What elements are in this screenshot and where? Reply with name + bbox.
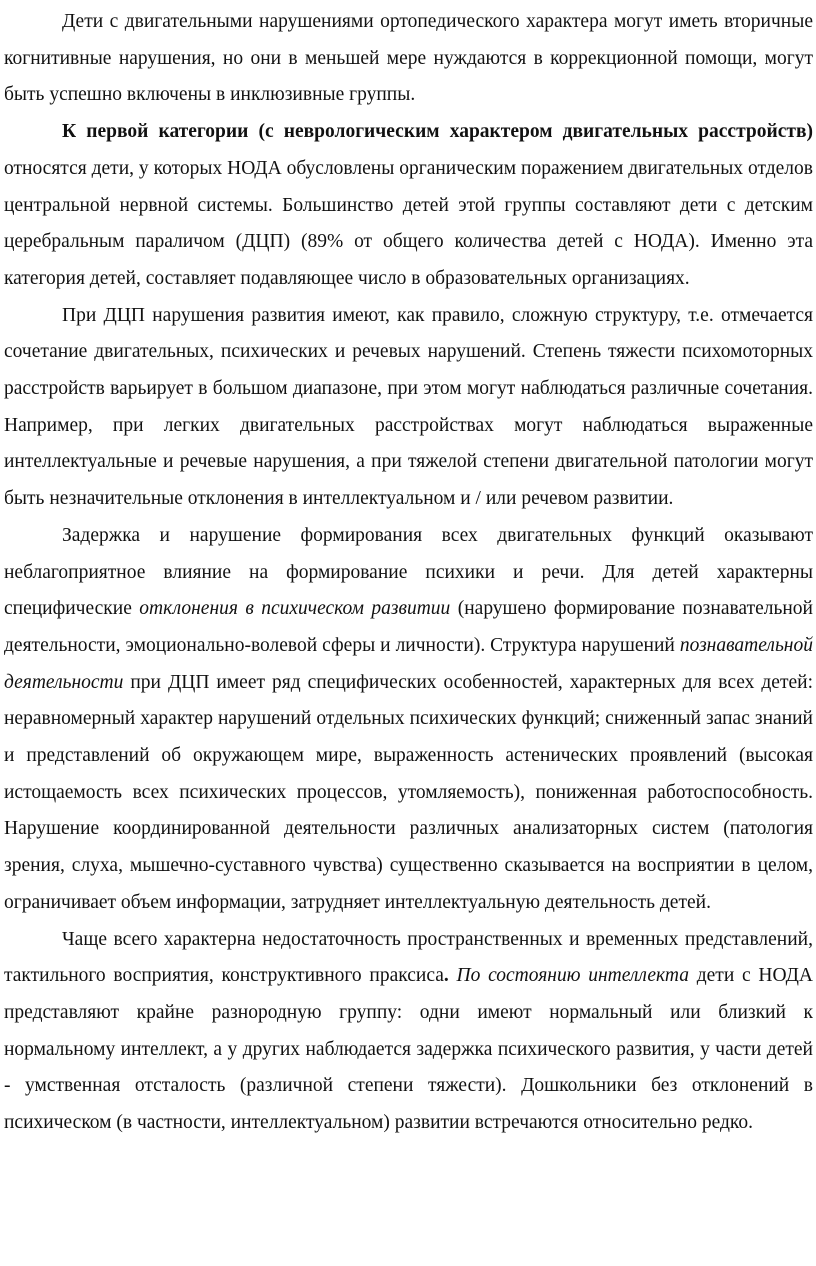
italic-term-mental-development: отклонения в психическом развитии — [139, 598, 451, 620]
text-run: (нарушено формирование познавательной деятельности, эмоционально-волевой сферы и личности). Структура нарушений — [4, 598, 813, 656]
italic-term-cognitive-activity: познавательной деятельности — [4, 634, 813, 693]
paragraph-orthopedic — [4, 4, 813, 114]
text-run: дети с НОДА представляют крайне разнородную группу: одни имеют нормальный или близкий к нормальному интеллект, а у других наблюдается задержка психического развития, у части детей - умственная отсталость (различной степени тяжести). Дошкольники без отклонений в психическом (в частности, интеллектуальном) развитии встречаются относительно редко. — [4, 965, 813, 1134]
text-run — [449, 965, 457, 986]
paragraph-first-category — [4, 114, 813, 298]
italic-term-intellect-state: По состоянию интеллекта — [456, 965, 689, 987]
text-run: Дети с двигательными нарушениями ортопедического характера могут иметь вторичные когнитивные нарушения, но они в меньшей мере нуждаются в коррекционной помощи, могут быть успешно включены в инклюзивные группы. — [4, 11, 813, 106]
bold-period: . — [443, 965, 449, 987]
text-run: при ДЦП имеет ряд специфических особенностей, характерных для всех детей: неравномерный характер нарушений отдельных психических функций; сниженный запас знаний и представлений об окружающем мире, выраженность астенических проявлений (высокая истощаемость всех психических процессов, утомляемость), пониженная работоспособность. Нарушение координированной деятельности различных анализаторных систем (патология зрения, слуха, мышечно-суставного чувства) существенно сказывается на восприятии в целом, ограничивает объем информации, затрудняет интеллектуальную деятельность детей. — [4, 671, 813, 913]
text-run: Задержка и нарушение формирования всех двигательных функций оказывают неблагоприятное влияние на формирование психики и речи. Для детей характерны специфические — [4, 524, 813, 620]
text-run: При ДЦП нарушения развития имеют, как правило, сложную структуру, т.е. отмечается сочетание двигательных, психических и речевых нарушений. Степень тяжести психомоторных расстройств варьирует в большом диапазоне, при этом могут наблюдаться различные сочетания. Например, при легких двигательных расстройствах могут наблюдаться выраженные интеллектуальные и речевые нарушения, а при тяжелой степени двигательной патологии могут быть незначительные отклонения в интеллектуальном и / или речевом развитии. — [4, 304, 813, 510]
text-run: относятся дети, у которых НОДА обусловлены органическим поражением двигательных отделов центральной нервной системы. Большинство детей этой группы составляют дети с детским церебральным параличом (ДЦП) (89% от общего количества детей с НОДА). Именно эта категория детей, составляет подавляющее число в образовательных организациях. — [4, 157, 813, 289]
paragraph-development-delay — [4, 518, 813, 922]
text-run: Чаще всего характерна недостаточность пространственных и временных представлений, тактильного восприятия, конструктивного праксиса — [4, 928, 813, 987]
paragraph-intellect-state — [4, 922, 813, 1142]
bold-term-first-category: К первой категории (с неврологическим характером двигательных расстройств) — [62, 121, 813, 143]
paragraph-dcp-structure — [4, 298, 813, 518]
